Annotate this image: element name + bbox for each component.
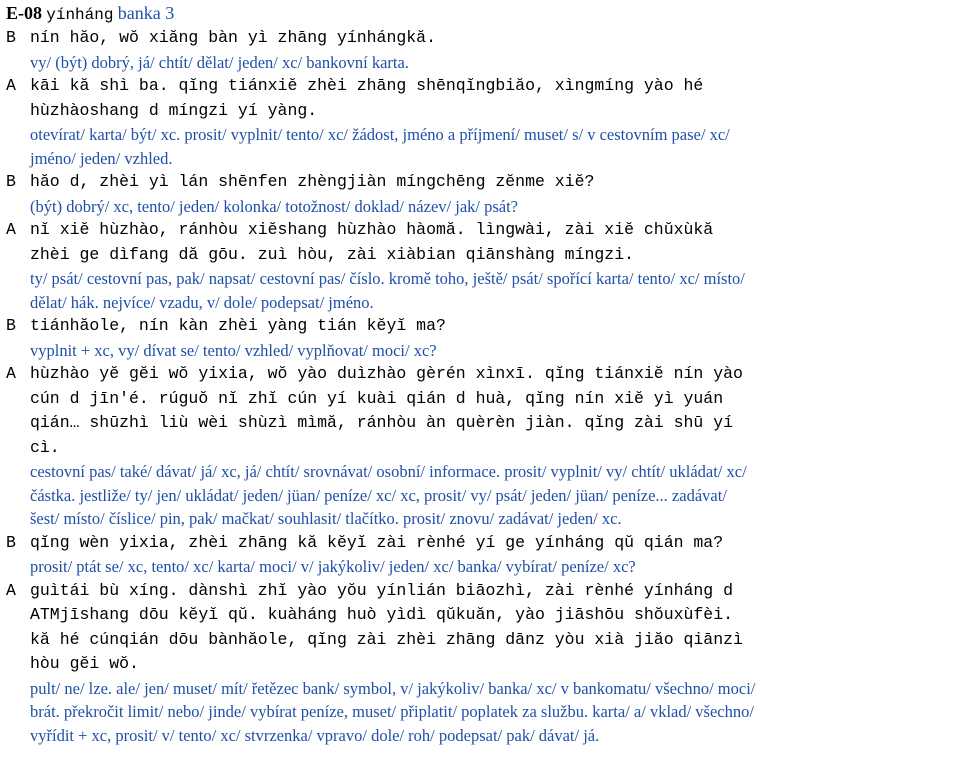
speaker-label: B: [6, 316, 16, 335]
speaker-label: B: [6, 532, 16, 552]
dialogue-line-3: [6, 170, 954, 218]
dialogue-line-4: [6, 218, 954, 314]
dialogue-line-2: [6, 74, 954, 170]
pinyin-text: kāi kă shì ba. qĭng tiánxiĕ zhèi zhāng shēnqĭngbiăo, xìngmíng yào hé hùzhàoshang d míngzi yí yàng.: [30, 76, 704, 120]
dialogue-line-7: [6, 531, 954, 579]
pinyin-text: qĭng wèn yixia, zhèi zhāng kă kĕyĭ zài rènhé yí ge yínháng qŭ qián ma?: [30, 532, 724, 552]
speaker-label: A: [6, 76, 16, 95]
dialogue-line-8: [6, 579, 954, 748]
translation-text: cestovní pas/ také/ dávat/ já/ xc, já/ chtít/ srovnávat/ osobní/ informace. prosit/ vyplnit/ vy/ chtít/ ukládat/ xc/ částka. jestliže/ ty/ jen/ ukládat/ jeden/ jüan/ peníze/ xc/ xc, prosit/ vy/ psát/ jeden/ jüan/ peníze... zadávat/ šest/ místo/ číslice/ pin, pak/ mačkat/ souhlasit/ tlačítko. prosit/ znovu/ zadávat/ jeden/ xc.: [30, 462, 747, 528]
pinyin-text: nĭ xiĕ hùzhào, ránhòu xiĕshang hùzhào hàomă. lìngwài, zài xiĕ chŭxùkă zhèi ge dìfang dă gōu. zuì hòu, zài xiàbian qiānshàng míngzi.: [30, 220, 714, 264]
translation-text: otevírat/ karta/ být/ xc. prosit/ vyplnit/ tento/ xc/ žádost, jméno a příjmení/ muset/ s/ v cestovním pase/ xc/ jméno/ jeden/ vzhled.: [30, 125, 730, 168]
lesson-title: [6, 0, 954, 26]
pinyin-text: hùzhào yĕ gĕi wŏ yixia, wŏ yào duìzhào gèrén xìnxī. qĭng tiánxiĕ nín yào cún d jīn'é. rúguŏ nĭ zhĭ cún yí kuài qián d huà, qĭng nín xiĕ yì yuán qián… shūzhì liù wèi shùzì mìmă, ránhòu àn quèrèn jiàn. qĭng zài shū yí cì.: [30, 364, 743, 457]
speaker-label: B: [6, 172, 16, 191]
dialogue-line-5: [6, 314, 954, 362]
translation-text: vy/ (být) dobrý, já/ chtít/ dělat/ jeden/ xc/ bankovní karta.: [30, 52, 409, 72]
speaker-label: B: [6, 28, 16, 47]
translation-text: pult/ ne/ lze. ale/ jen/ muset/ mít/ řetězec bank/ symbol, v/ jakýkoliv/ banka/ xc/ v bankomatu/ všechno/ moci/ brát. překročit limit/ nebo/ jinde/ vybírat peníze, muset/ připlatit/ poplatek za službu. karta/ a/ vklad/ všechno/ vyřídit + xc, prosit/ v/ tento/ xc/ stvrzenka/ vpravo/ dole/ roh/ podepsat/ pak/ dávat/ já.: [30, 678, 756, 745]
dialogue-line-6: [6, 362, 954, 531]
speaker-label: A: [6, 580, 16, 600]
dialogue-line-1: [6, 26, 954, 74]
translation-text: ty/ psát/ cestovní pas, pak/ napsat/ cestovní pas/ číslo. kromě toho, ještě/ psát/ spořící karta/ tento/ xc/ místo/ dělat/ hák. nejvíce/ vzadu, v/ dole/ podepsat/ jméno.: [30, 269, 745, 312]
translation-text: (být) dobrý/ xc, tento/ jeden/ kolonka/ totožnost/ doklad/ název/ jak/ psát?: [30, 196, 519, 216]
speaker-label: A: [6, 220, 16, 239]
lesson-title-pinyin: yínháng: [46, 6, 114, 24]
document-page: [6, 0, 954, 747]
pinyin-text: tiánhăole, nín kàn zhèi yàng tián kĕyĭ ma?: [30, 316, 446, 335]
pinyin-text: nín hăo, wŏ xiăng bàn yì zhāng yínhángkă.: [30, 28, 436, 47]
translation-text: prosit/ ptát se/ xc, tento/ xc/ karta/ moci/ v/ jakýkoliv/ jeden/ xc/ banka/ vybírat/ peníze/ xc?: [30, 557, 636, 576]
lesson-code: E-08: [6, 3, 42, 23]
translation-text: vyplnit + xc, vy/ dívat se/ tento/ vzhled/ vyplňovat/ moci/ xc?: [30, 340, 437, 360]
pinyin-text: hăo d, zhèi yì lán shēnfen zhèngjiàn míngchēng zĕnme xiĕ?: [30, 172, 595, 191]
speaker-label: A: [6, 364, 16, 383]
pinyin-text: guìtái bù xíng. dànshì zhĭ yào yŏu yínlián biāozhì, zài rènhé yínháng d ATMjīshang dōu kĕyĭ qŭ. kuàháng huò yìdì qŭkuăn, yào jiāshōu shŏuxùfèi. kă hé cúnqián dōu bànhăole, qĭng zài zhèi zhāng dānz yòu xià jiăo qiānzì hòu gĕi wŏ.: [30, 580, 743, 673]
lesson-title-text: banka 3: [117, 3, 175, 23]
